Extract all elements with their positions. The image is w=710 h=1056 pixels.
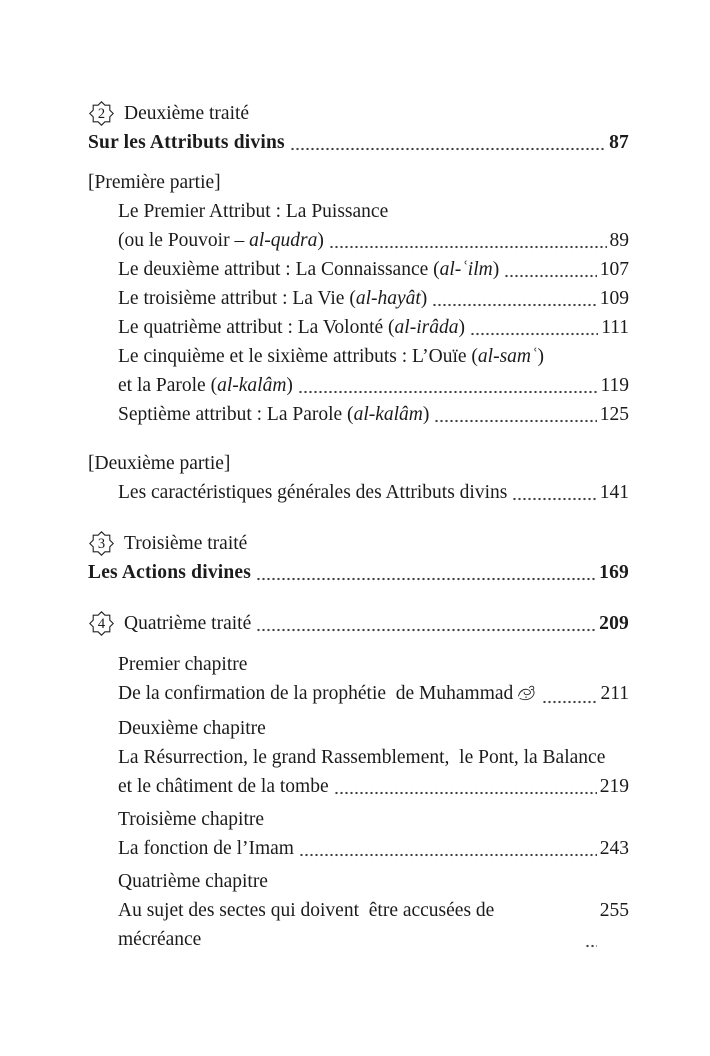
pbuh-honorific-icon: [517, 681, 537, 710]
page-number: 219: [599, 776, 629, 797]
part-2-entries: [88, 478, 629, 507]
treatise-2-heading: [88, 99, 629, 128]
treatise-4-number: 4: [97, 615, 106, 632]
dot-leader: [585, 944, 597, 948]
chapter-heading: Troisième chapitre: [118, 809, 265, 830]
entry-text: Septième attribut : La Parole (al-kalâm): [118, 404, 430, 425]
toc-entry: [118, 478, 629, 507]
entry-text: Le cinquième et le sixième attributs : L’Ouïe (al-samʿ): [118, 346, 544, 367]
treatise-2-title: Sur les Attributs divins: [88, 132, 285, 153]
toc-entry: [118, 743, 629, 772]
toc-entry: [118, 313, 629, 342]
treatise-4-chapters: [88, 650, 629, 954]
entry-text: La fonction de l’Imam: [118, 838, 294, 859]
dot-leader: [334, 791, 597, 795]
toc-entry: [118, 255, 629, 284]
dot-leader: [256, 577, 596, 581]
chapter-2: [118, 714, 629, 801]
entry-text: La Résurrection, le grand Rassemblement, le Pont, la Balance: [118, 747, 606, 768]
page-number: 255: [599, 900, 629, 921]
dot-leader: [290, 147, 606, 151]
entry-text: De la confirmation de la prophétie de Muhammad: [118, 679, 537, 710]
table-of-contents: [88, 99, 629, 954]
part-2-heading: [Deuxième partie]: [88, 453, 231, 474]
treatise-2-kind-label: Deuxième traité: [124, 103, 250, 124]
entry-text: et le châtiment de la tombe: [118, 776, 329, 797]
page-number: 89: [609, 230, 629, 251]
toc-entry: [118, 197, 629, 226]
star-badge-icon: [88, 100, 115, 127]
toc-entry: [118, 896, 629, 954]
chapter-heading: Premier chapitre: [118, 654, 248, 675]
dot-leader: [299, 853, 597, 857]
entry-text: Au sujet des sectes qui doivent être accusées de mécréance: [118, 900, 500, 950]
star-badge-icon: [88, 530, 115, 557]
chapter-heading: Quatrième chapitre: [118, 871, 268, 892]
toc-entry: [118, 400, 629, 429]
treatise-3-kind-label: Troisième traité: [124, 533, 248, 554]
entry-text: (ou le Pouvoir – al-qudra): [118, 230, 324, 251]
page-number: 125: [599, 404, 629, 425]
page-number: 141: [599, 482, 629, 503]
entry-text: Le quatrième attribut : La Volonté (al-irâda): [118, 317, 465, 338]
toc-entry-continuation: [118, 371, 629, 400]
star-badge-icon: [88, 610, 115, 637]
treatise-3-title: Les Actions divines: [88, 562, 252, 583]
dot-leader: [434, 419, 596, 423]
treatise-3-number: 3: [97, 535, 106, 552]
toc-entry-continuation: [118, 226, 629, 255]
part-1-entries: [88, 197, 629, 429]
page-number: 211: [600, 683, 629, 704]
page-number: 243: [599, 838, 629, 859]
toc-entry: [118, 342, 629, 371]
entry-text: Les caractéristiques générales des Attributs divins: [118, 482, 508, 503]
entry-text: Le troisième attribut : La Vie (al-hayât): [118, 288, 428, 309]
page-number: 169: [599, 562, 629, 583]
dot-leader: [432, 303, 596, 307]
dot-leader: [504, 274, 597, 278]
entry-text: et la Parole (al-kalâm): [118, 375, 293, 396]
page-number: 87: [609, 132, 629, 153]
chapter-heading: Deuxième chapitre: [118, 718, 266, 739]
toc-entry-continuation: [118, 772, 629, 801]
page-number: 111: [601, 317, 629, 338]
dot-leader: [470, 332, 598, 336]
part-1-heading: [Première partie]: [88, 172, 221, 193]
treatise-4-kind-label: Quatrième traité: [124, 613, 252, 634]
dot-leader: [329, 245, 607, 249]
dot-leader: [512, 497, 596, 501]
entry-text: Le Premier Attribut : La Puissance: [118, 201, 389, 222]
page-number: 109: [599, 288, 629, 309]
toc-entry: [118, 834, 629, 863]
treatise-3-heading: [88, 529, 629, 558]
page-number: 107: [599, 259, 629, 280]
treatise-2-number: 2: [97, 105, 106, 122]
toc-entry: [118, 679, 629, 710]
toc-entry: [118, 284, 629, 313]
entry-text: Le deuxième attribut : La Connaissance (al-ʿilm): [118, 259, 500, 280]
toc-entry-treatise-3-title: [88, 558, 629, 587]
page-number: 209: [599, 613, 629, 634]
chapter-1: [118, 650, 629, 710]
toc-entry-treatise-2-title: [88, 128, 629, 157]
page-number: 119: [600, 375, 629, 396]
dot-leader: [256, 628, 596, 632]
dot-leader: [542, 700, 597, 704]
treatise-4-heading: [88, 609, 629, 638]
dot-leader: [298, 390, 598, 394]
chapter-3: [118, 805, 629, 863]
chapter-4: [118, 867, 629, 954]
